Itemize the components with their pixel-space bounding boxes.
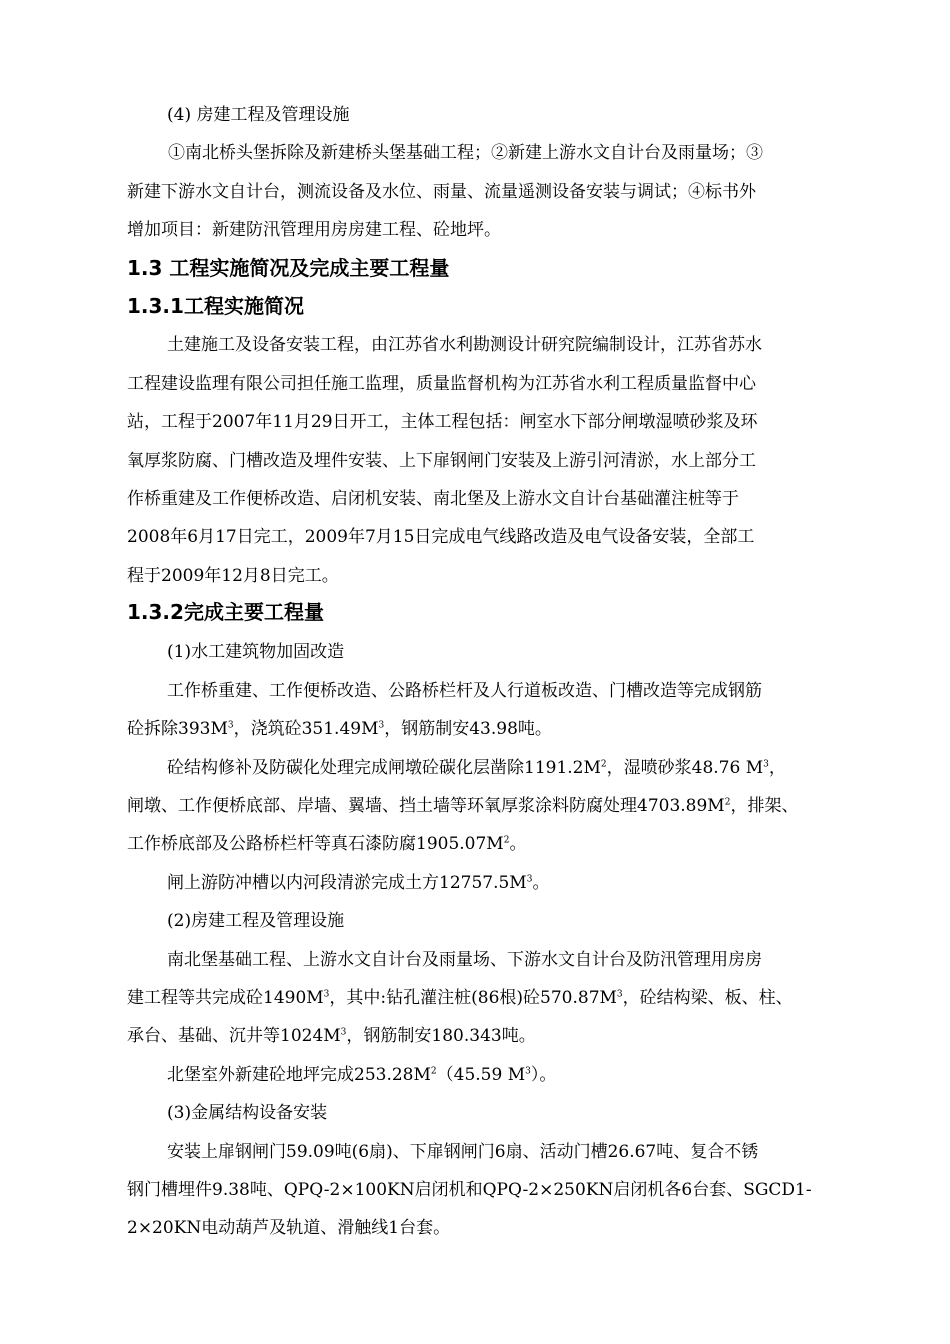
paragraph-line: 闸上游防冲槽以内河段清淤完成土方$12757.5M^3$。: [167, 873, 550, 893]
paragraph-line: 南北堡基础工程、上游水文自计台及雨量场、下游水文自计台及防汛管理用房房: [167, 950, 762, 970]
subsection-heading: (1)水工建筑物加固改造: [167, 642, 345, 662]
paragraph-line: 北堡室外新建砼地坪完成$253.28M^2(45.59$ $M^3$）。: [167, 1065, 557, 1085]
subsection-heading: (2)房建工程及管理设施: [167, 911, 345, 931]
paragraph-line: 作桥重建及工作便桥改造、启闭机安装、南北堡及上游水文自计台基础灌注桩等于: [127, 489, 739, 509]
paragraph-line: 工作桥重建、工作便桥改造、公路桥栏杆及人行道板改造、门槽改造等完成钢筋: [167, 681, 762, 701]
paragraph-line: 土建施工及设备安装工程，由江苏省水利勘测设计研究院编制设计，江苏省苏水: [167, 335, 762, 355]
paragraph-line: 建工程等共完成砼$1490M^3$，其中:钻孔灌注桩(86根)砼$570.87M^3$，砼结构梁、板、柱、: [127, 988, 793, 1008]
paragraph-line: 钢门槽埋件9.38吨、QPQ-2×100KN启闭机和QPQ-2×250KN启闭机各6台套、SGCD1-: [127, 1180, 812, 1200]
paragraph-line: 2008年6月17日完工，2009年7月15日完成电气线路改造及电气设备安装，全部工: [127, 527, 755, 547]
paragraph-line: 安装上扉钢闸门59.09吨(6扇)、下扉钢闸门6扇、活动门槽26.67吨、复合不锈: [167, 1142, 759, 1162]
paragraph-line: 2×20KN电动葫芦及轨道、滑触线1台套。: [127, 1218, 451, 1238]
subsection-heading: (3)金属结构设备安装: [167, 1103, 328, 1123]
paragraph-line: ①南北桥头堡拆除及新建桥头堡基础工程；②新建上游水文自计台及雨量场；③: [168, 143, 763, 163]
paragraph-line: 增加项目：新建防汛管理用房房建工程、砼地坪。: [127, 220, 501, 240]
item-4-heading: (4) 房建工程及管理设施: [167, 105, 350, 125]
paragraph-line: 承台、基础、沉井等$1024M^3$，钢筋制安180.343吨。: [127, 1026, 536, 1046]
paragraph-line: 工作桥底部及公路桥栏杆等真石漆防腐$1905.07M^2$。: [127, 834, 527, 854]
paragraph-line: 砼结构修补及防碳化处理完成闸墩砼碳化层凿除$1191.2M^2$，湿喷砂浆48.76 $M^3$，: [167, 758, 786, 778]
paragraph-line: 程于2009年12月8日完工。: [127, 566, 339, 586]
section-heading-1-3-2: 1.3.2完成主要工程量: [127, 600, 324, 624]
paragraph-line: 氧厚浆防腐、门槽改造及埋件安装、上下扉钢闸门安装及上游引河清淤，水上部分工: [127, 451, 756, 471]
paragraph-line: 砼拆除$393M^3$，浇筑砼$351.49M^3$，钢筋制安43.98吨。: [127, 719, 552, 739]
section-heading-1-3-1: 1.3.1工程实施简况: [127, 294, 304, 318]
paragraph-line: 工程建设监理有限公司担任施工监理，质量监督机构为江苏省水利工程质量监督中心: [127, 374, 756, 394]
section-heading-1-3: 1.3 工程实施简况及完成主要工程量: [127, 256, 450, 280]
paragraph-line: 新建下游水文自计台，测流设备及水位、雨量、流量遥测设备安装与调试；④标书外: [127, 182, 756, 202]
paragraph-line: 闸墩、工作便桥底部、岸墙、翼墙、挡土墙等环氧厚浆涂料防腐处理$4703.89M^2$，排架、: [127, 796, 799, 816]
paragraph-line: 站，工程于2007年11月29日开工，主体工程包括：闸室水下部分闸墩湿喷砂浆及环: [127, 412, 758, 432]
